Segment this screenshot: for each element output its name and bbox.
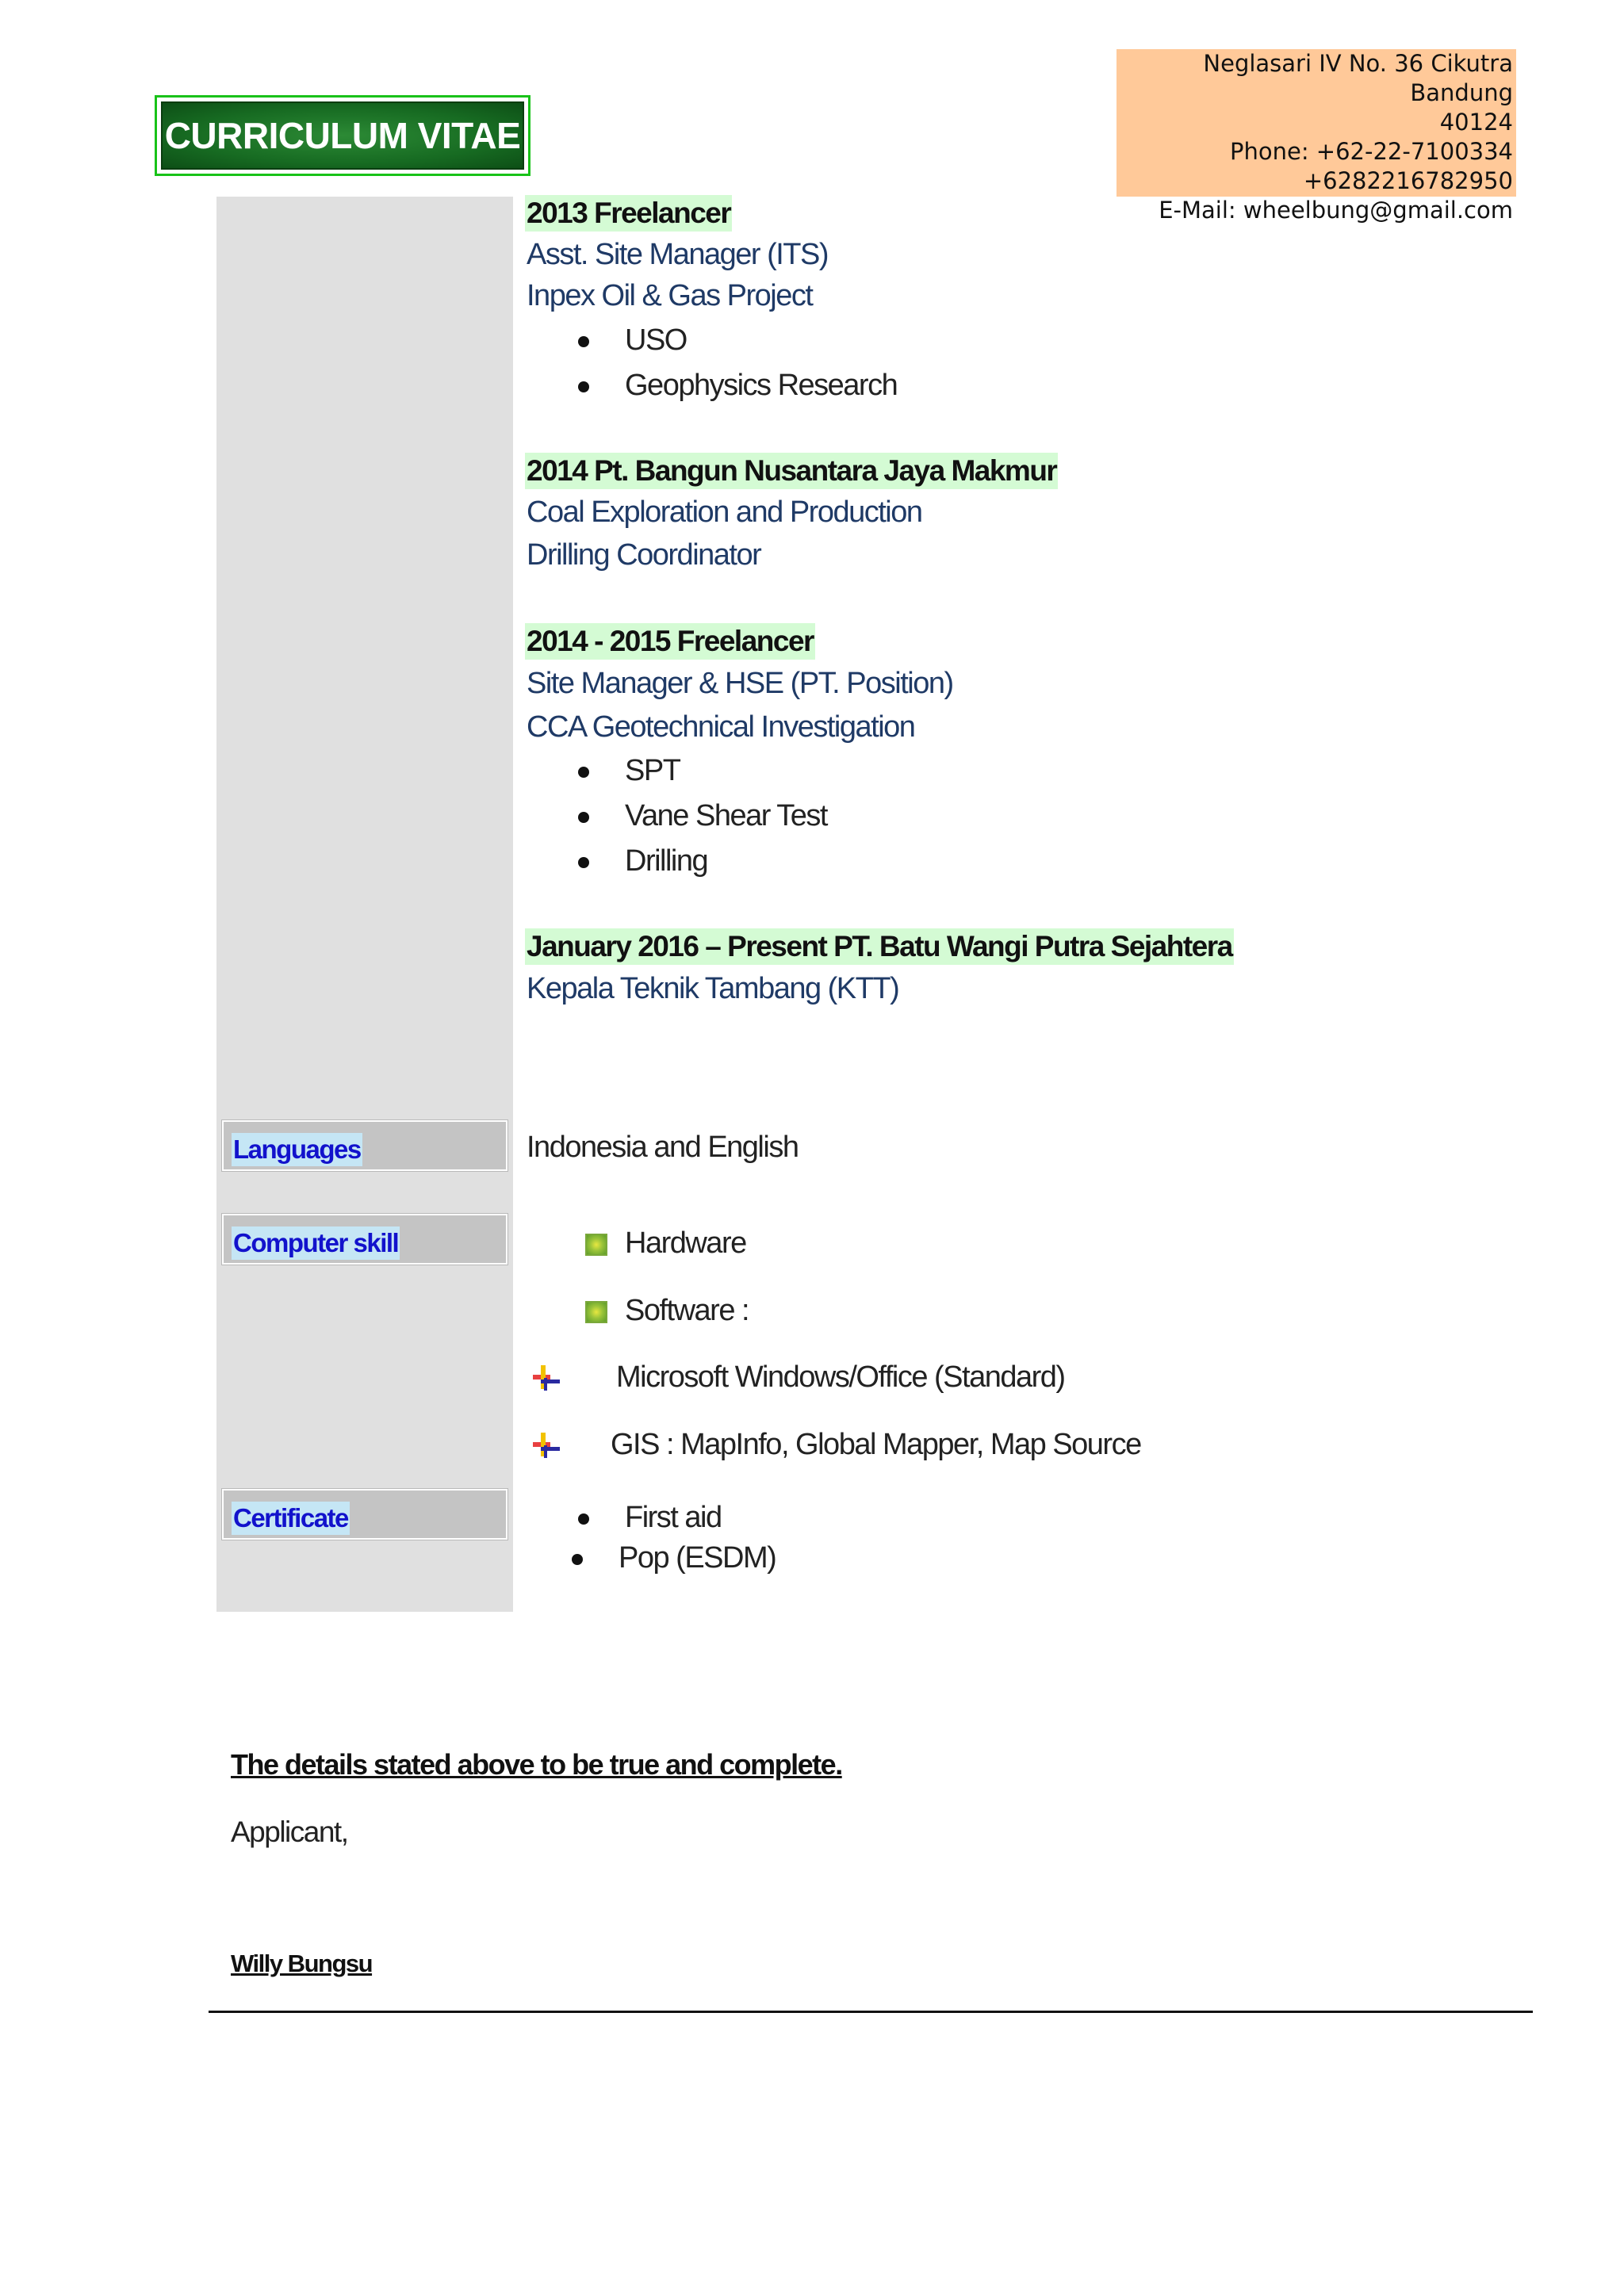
- experience-line: CCA Geotechnical Investigation: [527, 710, 915, 744]
- footer-divider: [209, 2011, 1533, 2013]
- software-item: Microsoft Windows/Office (Standard): [616, 1360, 1065, 1394]
- experience-line: Asst. Site Manager (ITS): [527, 238, 829, 271]
- experience-bullet: Drilling: [625, 844, 708, 878]
- experience-heading: 2014 - 2015 Freelancer: [525, 623, 815, 660]
- cross-bullet-icon: [530, 1362, 561, 1394]
- experience-line: Kepala Teknik Tambang (KTT): [527, 972, 899, 1005]
- experience-heading: January 2016 – Present PT. Batu Wangi Putra Sejahtera: [525, 928, 1234, 965]
- experience-line: Coal Exploration and Production: [527, 496, 922, 529]
- certificate-label: Certificate: [232, 1502, 350, 1535]
- bullet-icon: [578, 1513, 589, 1525]
- declaration-text: The details stated above to be true and complete.: [231, 1748, 842, 1781]
- left-column: [216, 197, 513, 1612]
- title-box: [155, 95, 530, 176]
- certificate-item: Pop (ESDM): [619, 1541, 776, 1575]
- experience-line: Inpex Oil & Gas Project: [527, 279, 813, 312]
- languages-value: Indonesia and English: [527, 1131, 799, 1164]
- certificate-item: First aid: [625, 1501, 722, 1534]
- experience-bullet: Geophysics Research: [625, 369, 898, 402]
- languages-label-box: [222, 1120, 508, 1171]
- experience-line: Drilling Coordinator: [527, 538, 761, 572]
- bullet-icon: [578, 767, 589, 778]
- computer-skill-label-box: [222, 1214, 508, 1265]
- experience-bullet: Vane Shear Test: [625, 799, 827, 832]
- experience-heading: 2013 Freelancer: [525, 195, 732, 232]
- computer-skill-label: Computer skill: [232, 1226, 400, 1260]
- contact-block: [1116, 49, 1516, 224]
- experience-line: Site Manager & HSE (PT. Position): [527, 667, 953, 700]
- mobile-line: +6282216782950: [1303, 167, 1513, 194]
- page-title: CURRICULUM VITAE: [161, 101, 524, 170]
- experience-bullet: USO: [625, 323, 687, 357]
- phone-line: Phone: +62-22-7100334: [1229, 138, 1513, 165]
- email-line: E-Mail: wheelbung@gmail.com: [1159, 197, 1513, 224]
- certificate-label-box: [222, 1489, 508, 1540]
- experience-bullet: SPT: [625, 754, 680, 787]
- applicant-text: Applicant,: [231, 1816, 348, 1848]
- experience-heading: 2014 Pt. Bangun Nusantara Jaya Makmur: [525, 453, 1058, 489]
- bullet-icon: [578, 336, 589, 347]
- cross-bullet-icon: [530, 1429, 561, 1461]
- bullet-icon: [578, 857, 589, 868]
- applicant-name: Willy Bungsu: [231, 1950, 373, 1977]
- bullet-icon: [578, 812, 589, 823]
- bullet-icon: [578, 381, 589, 392]
- address-line-2: 40124: [1439, 109, 1513, 136]
- address-line-1: Neglasari IV No. 36 Cikutra Bandung: [1203, 50, 1513, 106]
- computer-skill-item: Software :: [625, 1294, 749, 1327]
- software-item: GIS : MapInfo, Global Mapper, Map Source: [611, 1428, 1141, 1461]
- bullet-icon: [572, 1554, 583, 1565]
- square-bullet-icon: [585, 1234, 607, 1256]
- computer-skill-item: Hardware: [625, 1226, 746, 1260]
- languages-label: Languages: [232, 1133, 362, 1166]
- square-bullet-icon: [585, 1301, 607, 1323]
